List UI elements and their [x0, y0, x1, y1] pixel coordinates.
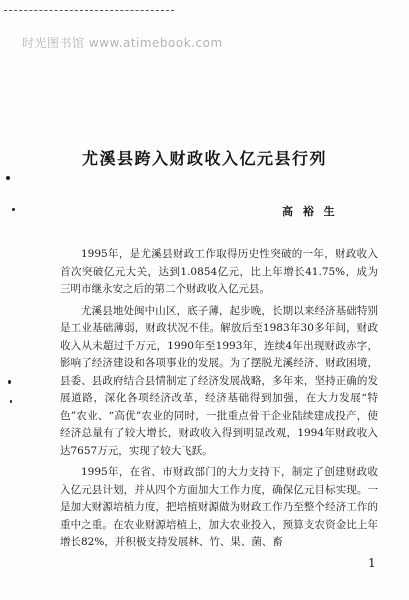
scan-mark-dot — [10, 400, 12, 403]
scan-mark-dot — [12, 208, 15, 211]
watermark: 时光图书馆 www.atimebook.com — [22, 36, 223, 50]
scan-mark-dot — [6, 176, 10, 180]
paragraph: 1995年，在省、市财政部门的大力支持下，制定了创建财政收入亿元县计划，并从四个方面加大工作力度，确保亿元目标实现。一是加大财源培植力度，把培植财源做为财政工作乃至整个经济工作的重中之重。在农业财源培植上，加大农业投入，预算支农资金比上年增长82%，并积极支持发展林、竹、果、菌、畜 — [60, 466, 378, 548]
article-title: 尤溪县跨入财政收入亿元县行列 — [81, 149, 327, 168]
article-body — [60, 246, 378, 556]
page-number: 1 — [368, 556, 376, 570]
paragraph: 1995年，是尤溪县财政工作取得历史性突破的一年，财政收入首次突破亿元大关，达到1.0854亿元，比上年增长41.75%，成为三明市继永安之后的第二个财政收入亿元县。 — [60, 248, 378, 295]
paragraph: 尤溪县地处闽中山区，底子薄，起步晚，长期以来经济基础特别是工业基础薄弱，财政状况不佳。解放后至1983年30多年间，财政收入从未超过千万元，1990年至1993年，连续4年出现财政赤字，影响了经济建设和各项事业的发展。为了摆脱尤溪经济、财政困境，县委、县政府结合县情制定了经济发展战略，多年来，坚持正确的发展道路，深化各项经济改革，经济基础得到加强，在大力发展“特色”农业、“高优”农业的同时，一批重点骨干企业陆续建成投产，使经济总量有了较大增长，财政收入得到明显改观，1994年财政收入达7657万元，实现了较大飞跃。 — [60, 304, 378, 457]
top-dashed-border — [4, 10, 174, 13]
scan-mark-dot — [8, 380, 11, 384]
article-author: 高 裕 生 — [282, 205, 338, 218]
